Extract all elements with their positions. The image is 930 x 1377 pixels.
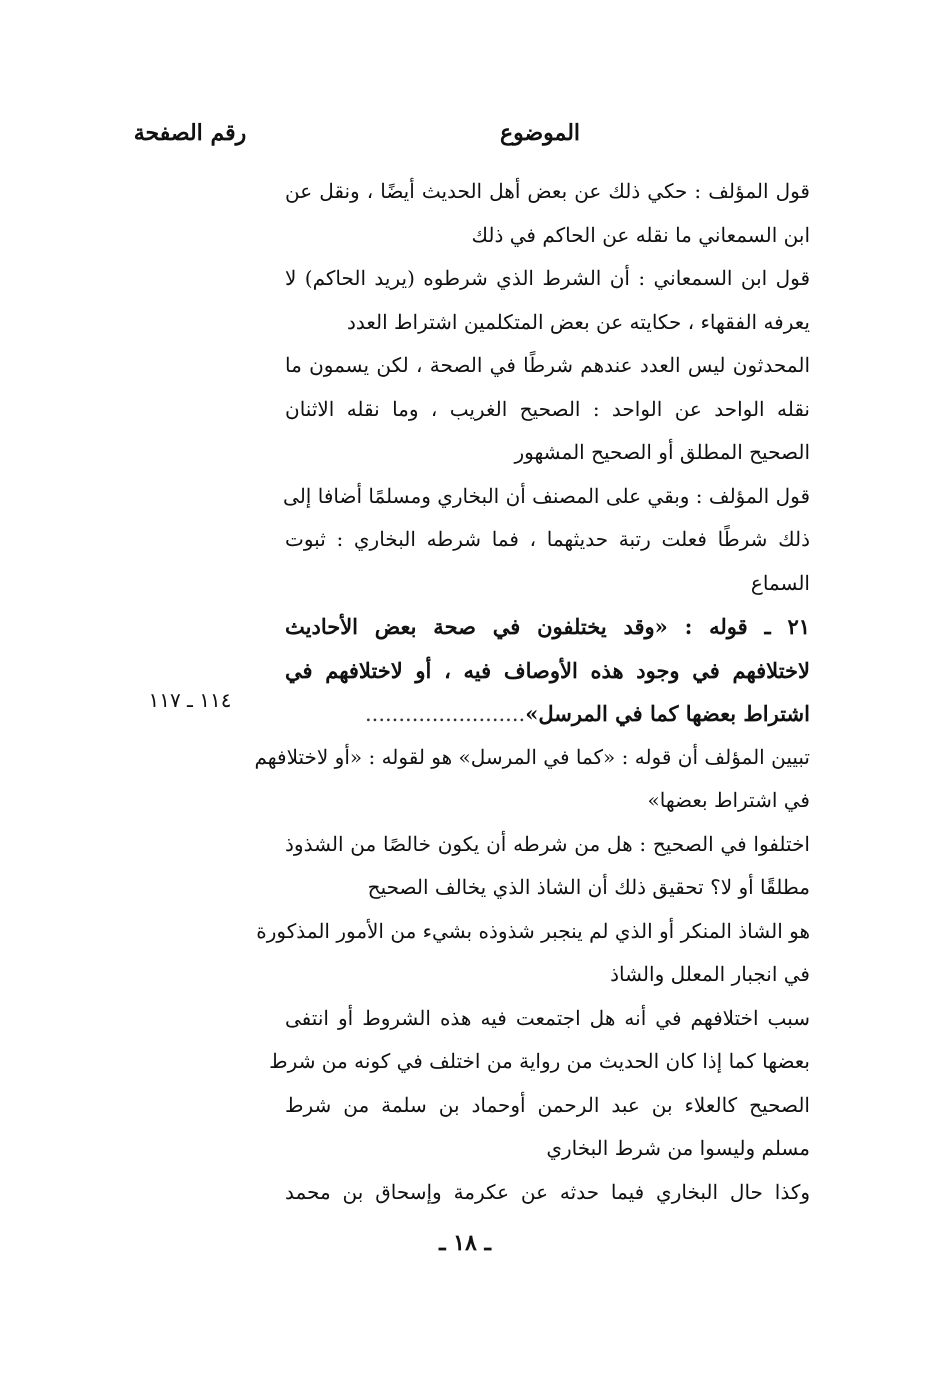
index-entries: [254, 170, 810, 1214]
entry-text: نقله الواحد عن الواحد : الصحيح الغريب ، وما نقله الاثنان: [285, 396, 810, 421]
entry-text: ذلك شرطًا فعلت رتبة حديثهما ، فما شرطه البخاري : ثبوت: [285, 527, 810, 551]
entry-text: بعضها كما إذا كان الحديث من رواية من اختلف في كونه من شرط: [269, 1049, 810, 1073]
entry-text: لاختلافهم في وجود هذه الأوصاف فيه ، أو لاختلافهم في: [285, 657, 810, 683]
entry-text: يعرفه الفقهاء ، حكايته عن بعض المتكلمين اشتراط العدد: [346, 309, 810, 334]
index-entry-line: [256, 910, 810, 954]
entry-text: الصحيح كالعلاء بن عبد الرحمن أوحماد بن سلمة من شرط: [285, 1092, 810, 1117]
column-header-topic: الموضوع: [499, 120, 581, 146]
entry-text: السماع: [750, 570, 810, 595]
leader-dots: ........................: [364, 702, 526, 726]
index-entry-line: [285, 953, 810, 997]
entry-text: وكذا حال البخاري فيما حدثه عن عكرمة وإسحاق بن محمد: [285, 1179, 810, 1204]
entry-text: اشتراط بعضها كما في المرسل»: [525, 701, 810, 726]
index-entry-line: [285, 257, 810, 301]
index-entry-line: [285, 388, 810, 432]
index-entry-line: [285, 866, 810, 910]
page-reference: ١١٤ ـ ١١٧: [148, 688, 232, 712]
entry-text: قول المؤلف : وبقي على المصنف أن البخاري ومسلمًا أضافا إلى: [283, 483, 810, 508]
index-entry-line: [285, 997, 810, 1041]
index-entry-line: [285, 823, 810, 867]
entry-text: هو الشاذ المنكر أو الذي لم ينجبر شذوذه بشيء من الأمور المذكورة: [256, 918, 810, 943]
entry-text: قول ابن السمعاني : أن الشرط الذي شرطوه (يريد الحاكم) لا: [285, 266, 810, 290]
entry-text: الصحيح المطلق أو الصحيح المشهور: [514, 440, 810, 464]
index-entry-line: [254, 736, 810, 780]
index-entry-line: [285, 562, 810, 606]
index-entry-heading-line: [285, 649, 810, 693]
entry-text: ابن السمعاني ما نقله عن الحاكم في ذلك: [471, 222, 810, 247]
index-entry-line: [285, 1171, 810, 1215]
index-entry-line: [285, 1127, 810, 1171]
index-entry-line: [285, 779, 810, 823]
index-entry-line: [285, 344, 810, 388]
entry-text: مسلم وليسوا من شرط البخاري: [546, 1136, 810, 1160]
index-entry-heading-line: [285, 692, 810, 736]
index-entry-line: [269, 1040, 810, 1084]
entry-text: سبب اختلافهم في أنه هل اجتمعت فيه هذه الشروط أو انتفى: [285, 1005, 810, 1030]
index-entry-line: [285, 518, 810, 562]
column-header-page-number: رقم الصفحة: [133, 120, 247, 146]
entry-text: تبيين المؤلف أن قوله : «كما في المرسل» هو لقوله : «أو لاختلافهم: [254, 744, 810, 769]
index-entry-line: [285, 214, 810, 258]
entry-text: في اشتراط بعضها»: [647, 788, 810, 812]
index-entry-line: [285, 431, 810, 475]
index-entry-line: [285, 301, 810, 345]
entry-text: ٢١ ـ قوله : «وقد يختلفون في صحة بعض الأحاديث: [285, 614, 810, 639]
entry-text: مطلقًا أو لا؟ تحقيق ذلك أن الشاذ الذي يخالف الصحيح: [367, 875, 810, 899]
index-entry-line: [285, 170, 810, 214]
index-entry-heading-line: [285, 605, 810, 649]
index-entry-line: [285, 475, 810, 519]
index-entry-line: [285, 1084, 810, 1128]
entry-text: في انجبار المعلل والشاذ: [610, 962, 810, 986]
entry-text: قول المؤلف : حكي ذلك عن بعض أهل الحديث أيضًا ، ونقل عن: [285, 179, 810, 203]
entry-text: المحدثون ليس العدد عندهم شرطًا في الصحة ، لكن يسمون ما: [285, 353, 810, 377]
page-number: ـ ١٨ ـ: [439, 1230, 491, 1256]
entry-text: اختلفوا في الصحيح : هل من شرطه أن يكون خالصًا من الشذوذ: [285, 831, 810, 856]
